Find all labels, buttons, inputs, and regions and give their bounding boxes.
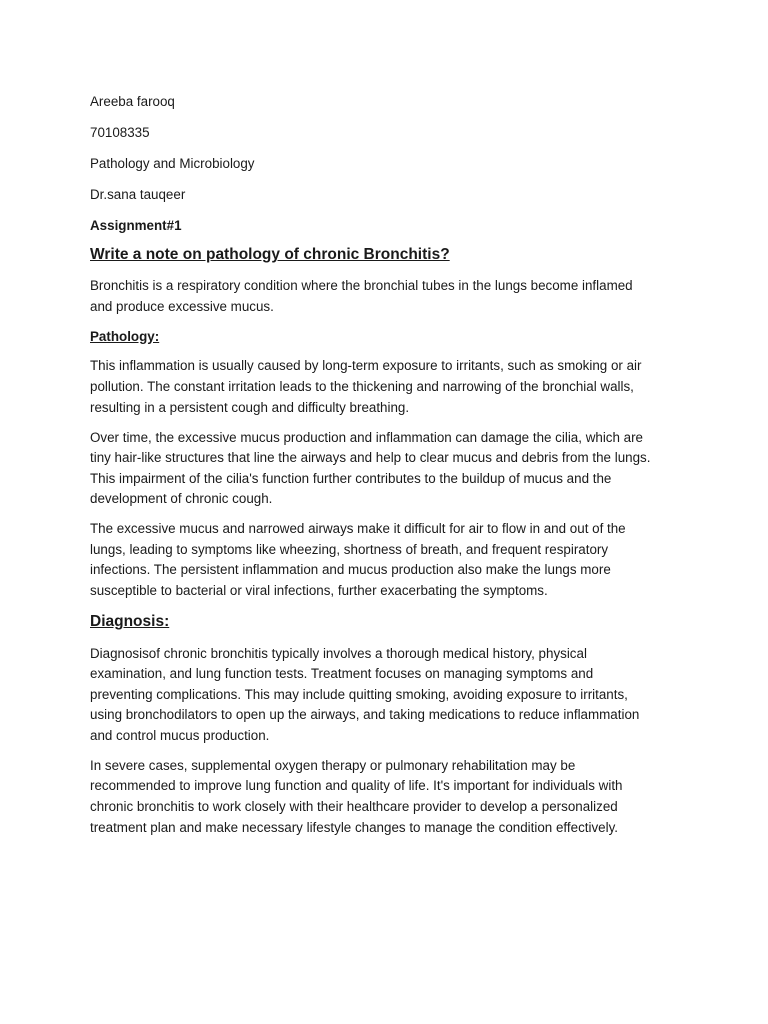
course-name: Pathology and Microbiology — [90, 155, 255, 171]
paragraph-line: The excessive mucus and narrowed airways make it difficult for air to flow in and out of the — [90, 521, 626, 537]
instructor-name: Dr.sana tauqeer — [90, 186, 186, 202]
paragraph-line: recommended to improve lung function and quality of life. It's important for individuals with — [90, 778, 623, 794]
intro-paragraph — [90, 276, 682, 317]
pathology-paragraph-1 — [90, 356, 682, 418]
diagnosis-paragraph-1 — [90, 644, 682, 747]
paragraph-line: susceptible to bacterial or viral infections, further exacerbating the symptoms. — [90, 583, 548, 599]
pathology-paragraph-3 — [90, 519, 682, 601]
paragraph-line: treatment plan and make necessary lifestyle changes to manage the condition effectively. — [90, 819, 618, 835]
paragraph-line: In severe cases, supplemental oxygen therapy or pulmonary rehabilitation may be — [90, 757, 576, 773]
diagnosis-heading: Diagnosis: — [90, 613, 170, 631]
student-name: Areeba farooq — [90, 94, 175, 109]
paragraph-line: and produce excessive mucus. — [90, 298, 274, 314]
paragraph-line: development of chronic cough. — [90, 491, 273, 507]
assignment-label: Assignment#1 — [90, 217, 182, 233]
paragraph-line: using bronchodilators to open up the airways, and taking medications to reduce inflammation — [90, 707, 640, 723]
student-id: 70108335 — [90, 124, 150, 140]
diagnosis-paragraph-2 — [90, 756, 682, 838]
paragraph-line: resulting in a persistent cough and difficulty breathing. — [90, 399, 410, 415]
document-body — [90, 92, 682, 848]
paragraph-line: examination, and lung function tests. Treatment focuses on managing symptoms and — [90, 666, 594, 682]
pathology-paragraph-2 — [90, 428, 682, 510]
document-title: Write a note on pathology of chronic Bronchitis? — [90, 246, 450, 264]
paragraph-line: preventing complications. This may include quitting smoking, avoiding exposure to irritants, — [90, 686, 628, 702]
paragraph-line: chronic bronchitis to work closely with their healthcare provider to develop a personalized — [90, 799, 618, 815]
paragraph-line: tiny hair-like structures that line the airways and help to clear mucus and debris from the lungs. — [90, 450, 651, 466]
paragraph-line: This impairment of the cilia's function further contributes to the buildup of mucus and the — [90, 470, 612, 486]
paragraph-line: Bronchitis is a respiratory condition where the bronchial tubes in the lungs become inflamed — [90, 278, 633, 294]
paragraph-line: Over time, the excessive mucus production and inflammation can damage the cilia, which are — [90, 429, 644, 445]
paragraph-line: Diagnosisof chronic bronchitis typically involves a thorough medical history, physical — [90, 645, 587, 661]
paragraph-line: pollution. The constant irritation leads to the thickening and narrowing of the bronchial walls, — [90, 378, 634, 394]
paragraph-line: and control mucus production. — [90, 727, 270, 743]
paragraph-line: lungs, leading to symptoms like wheezing, shortness of breath, and frequent respiratory — [90, 541, 609, 557]
paragraph-line: infections. The persistent inflammation and mucus production also make the lungs more — [90, 562, 611, 578]
paragraph-line: This inflammation is usually caused by long-term exposure to irritants, such as smoking or air — [90, 358, 642, 374]
pathology-heading: Pathology: — [90, 328, 160, 344]
